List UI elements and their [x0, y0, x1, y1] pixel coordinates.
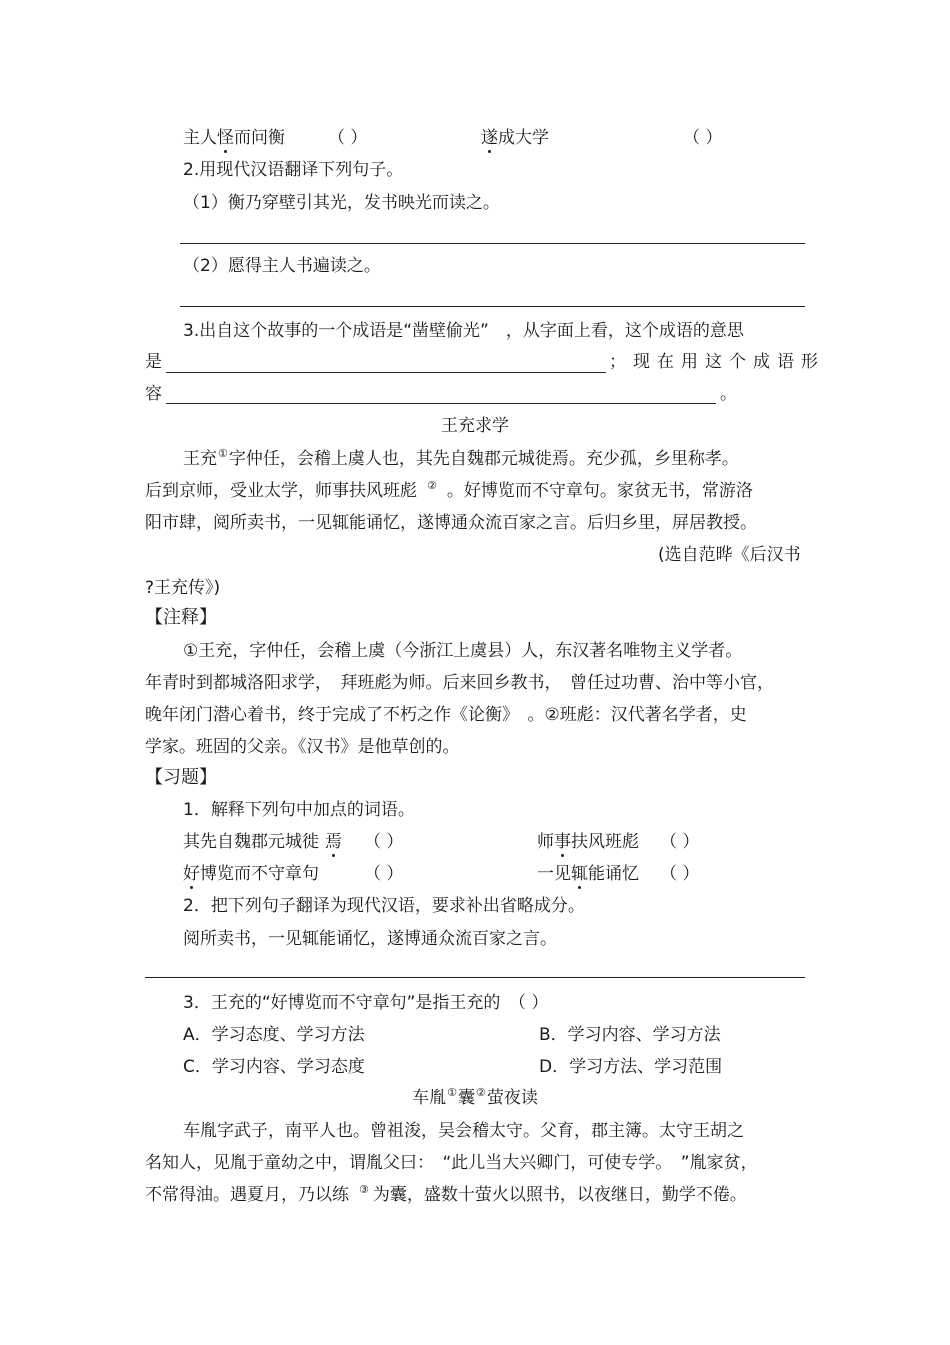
story-title: 车胤①囊②萤夜读 [412, 1086, 538, 1108]
answer-line[interactable] [180, 243, 805, 244]
exercise-2-sentence: 阅所卖书，一见辄能诵忆，遂博通众流百家之言。 [183, 929, 557, 949]
footnote-marker: ② [427, 479, 437, 492]
answer-paren[interactable]: （ ） [364, 832, 404, 852]
story-paragraph-line: 不常得油。遇夏月，乃以练 ③ 为囊，盛数十萤火以照书，以夜继日，勤学不倦。 [145, 1183, 747, 1205]
exercise-3: 3．王充的“好博览而不守章句”是指王充的 （ ） [183, 993, 549, 1013]
answer-paren[interactable]: （ ） [683, 128, 723, 148]
footnote-marker: ① [447, 1086, 457, 1099]
note-line: 学家。班固的父亲。《汉书》是他草创的。 [145, 737, 460, 757]
choice-a[interactable]: A．学习态度、学习方法 [183, 1025, 365, 1045]
dotted-char: 焉 [325, 832, 342, 852]
exercise-1-item-d: 一见辄能诵忆 [537, 864, 639, 884]
question-2-2: （2）愿得主人书遍读之。 [183, 256, 381, 276]
story-paragraph-line: 名知人，见胤于童幼之中，谓胤父曰： “此儿当大兴卿门，可使专学。 ”胤家贫， [145, 1153, 758, 1173]
footnote-marker: ① [218, 447, 228, 460]
answer-paren[interactable]: （ ） [328, 128, 368, 148]
notes-heading: 【注释】 [145, 607, 217, 628]
exercise-1-item-b: 师事扶风班彪 [537, 832, 639, 852]
note-line: ①王充，字仲任，会稽上虞（今浙江上虞县）人，东汉著名唯物主义学者。 [183, 641, 743, 661]
question-3-line-2-tail: ；现在用这个成语形 [609, 352, 825, 372]
exercises-heading: 【习题】 [145, 767, 217, 788]
dotted-char: 辄 [571, 864, 588, 884]
exercise-line-word-2: 遂成大学 [481, 128, 549, 148]
choice-c[interactable]: C．学习内容、学习态度 [183, 1057, 365, 1077]
exercise-1-item-a: 其先自魏郡元城徙 焉 [183, 832, 342, 852]
story-title: 王充求学 [441, 416, 509, 436]
exercise-1: 1．解释下列句中加点的词语。 [183, 800, 415, 820]
story-paragraph-line: 后到京师，受业太学，师事扶风班彪 ② 。好博览而不守章句。家贫无书，常游洛 [145, 479, 753, 501]
answer-paren[interactable]: （ ） [364, 864, 404, 884]
footnote-marker: ② [476, 1086, 486, 1099]
answer-line[interactable] [166, 403, 716, 404]
source-citation: (选自范晔《后汉书 [658, 545, 801, 565]
question-2: 2.用现代汉语翻译下列句子。 [183, 160, 404, 180]
choice-b[interactable]: B．学习内容、学习方法 [539, 1025, 721, 1045]
answer-line[interactable] [166, 372, 606, 373]
footnote-marker: ③ [359, 1183, 369, 1196]
dotted-char: 好 [183, 864, 200, 884]
exercise-2: 2．把下列句子翻译为现代汉语，要求补出省略成分。 [183, 896, 585, 916]
story-paragraph-line: 车胤字武子，南平人也。曾祖浚，吴会稽太守。父育，郡主簿。太守王胡之 [183, 1121, 744, 1141]
choice-d[interactable]: D．学习方法、学习范围 [539, 1057, 723, 1077]
question-3-label-shi: 是 [145, 352, 162, 372]
question-2-1: （1）衡乃穿壁引其光，发书映光而读之。 [183, 193, 500, 213]
question-3-label-rong: 容 [145, 384, 162, 404]
exercise-line-word-1: 主人怪而问衡 [183, 128, 285, 148]
answer-line[interactable] [145, 977, 805, 978]
dotted-char: 怪 [217, 128, 234, 148]
story-paragraph-line: 王充①字仲任，会稽上虞人也，其先自魏郡元城徙焉。充少孤，乡里称孝。 [183, 447, 739, 469]
dotted-char: 事 [554, 832, 571, 852]
answer-line[interactable] [180, 306, 805, 307]
answer-paren[interactable]: （ ） [660, 832, 700, 852]
note-line: 年青时到都城洛阳求学， 拜班彪为师。后来回乡教书， 曾任过功曹、治中等小官， [145, 673, 774, 693]
story-paragraph-line: 阳市肆，阅所卖书，一见辄能诵忆，遂博通众流百家之言。后归乡里，屏居教授。 [145, 513, 757, 533]
question-3-end: 。 [720, 384, 737, 404]
answer-paren[interactable]: （ ） [660, 864, 700, 884]
exercise-1-item-c: 好博览而不守章句 [183, 864, 319, 884]
dotted-char: 遂 [481, 128, 498, 148]
source-citation-cont: ?王充传》) [145, 578, 221, 598]
note-line: 晚年闭门潜心着书，终于完成了不朽之作《论衡》 。②班彪：汉代著名学者，史 [145, 705, 747, 725]
question-3-line-1: 3.出自这个故事的一个成语是“凿壁偷光” ，从字面上看，这个成语的意思 [183, 321, 744, 341]
